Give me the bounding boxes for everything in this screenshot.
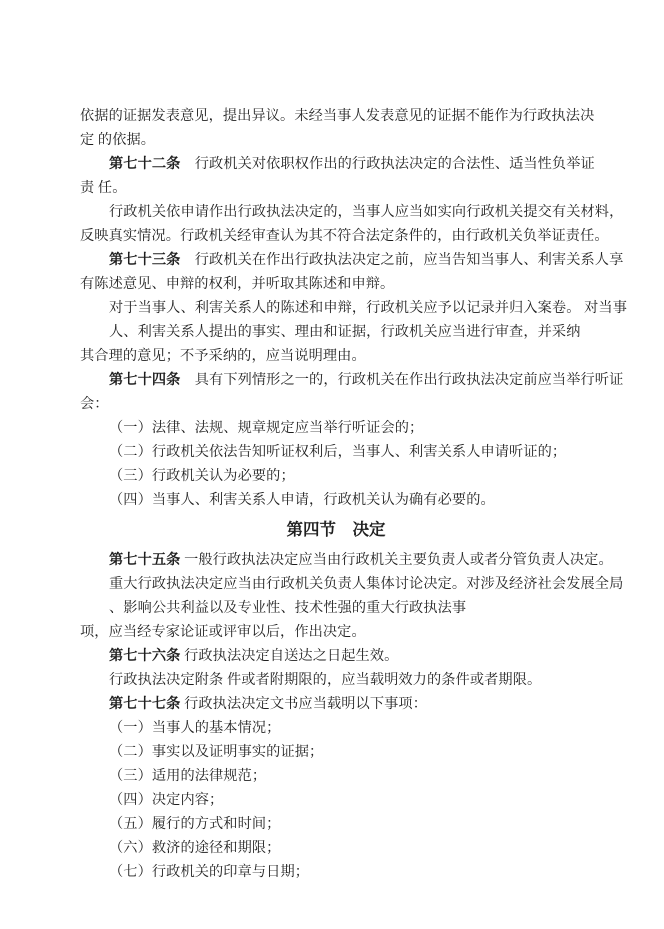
list-item-line bbox=[80, 416, 592, 440]
list-item-line bbox=[80, 716, 592, 740]
line-text: （一）法律、法规、规章规定应当举行听证会的； bbox=[109, 420, 424, 436]
article-number: 第七十七条 bbox=[109, 696, 181, 712]
line-text: 人、利害关系人提出的事实、理由和证据，行政机关应当进行审查，并采纳 bbox=[109, 324, 581, 340]
text-line bbox=[80, 272, 592, 296]
line-text: 行政机关在作出行政执法决定之前，应当告知当事人、利害关系人享 bbox=[180, 252, 624, 268]
text-line bbox=[80, 548, 613, 572]
text-line bbox=[80, 296, 627, 320]
line-text: 反映真实情况。行政机关经审查认为其不符合法定条件的，由行政机关负举证责任。 bbox=[80, 228, 609, 244]
line-text: 行政执法决定附条 件或者附期限的，应当载明效力的条件或者期限。 bbox=[109, 672, 542, 688]
line-text: （一）当事人的基本情况； bbox=[109, 720, 281, 736]
list-item-line bbox=[80, 836, 592, 860]
text-line bbox=[80, 620, 592, 644]
list-item-line bbox=[80, 740, 592, 764]
list-item-line bbox=[80, 440, 592, 464]
line-text: 行政执法决定自送达之日起生效。 bbox=[180, 648, 399, 664]
text-line bbox=[80, 248, 624, 272]
text-line bbox=[80, 128, 592, 152]
article-number: 第七十六条 bbox=[109, 648, 181, 664]
line-text: 行政机关依申请作出行政执法决定的，当事人应当如实向行政机关提交有关材料， bbox=[109, 204, 624, 220]
line-text: 具有下列情形之一的，行政机关在作出行政执法决定前应当举行听证 bbox=[180, 372, 624, 388]
line-text: （三）适用的法律规范； bbox=[109, 768, 267, 784]
line-text: （二）事实以及证明事实的证据； bbox=[109, 744, 324, 760]
line-text: （七）行政机关的印章与日期； bbox=[109, 864, 310, 880]
article-number: 第七十三条 bbox=[109, 252, 181, 268]
list-item-line bbox=[80, 860, 592, 884]
text-line bbox=[80, 152, 595, 176]
text-line bbox=[80, 104, 595, 128]
list-item-line bbox=[80, 764, 592, 788]
document-text-block bbox=[80, 104, 627, 884]
line-text: （二）行政机关依法告知听证权利后，当事人、利害关系人申请听证的； bbox=[109, 444, 567, 460]
text-line bbox=[80, 224, 609, 248]
line-text: 行政机关对依职权作出的行政执法决定的合法性、适当性负举证 bbox=[180, 156, 595, 172]
line-text: 行政执法决定文书应当载明以下事项： bbox=[180, 696, 427, 712]
text-line bbox=[80, 596, 592, 620]
line-text: 对于当事人、利害关系人的陈述和申辩，行政机关应予以记录并归入案卷。 对当事 bbox=[109, 300, 627, 316]
line-text: 定 的依据。 bbox=[80, 132, 156, 148]
text-line bbox=[80, 200, 624, 224]
section-heading: 第四节 决定 bbox=[286, 520, 386, 539]
article-number: 第七十五条 bbox=[109, 552, 181, 568]
line-text: 责 任。 bbox=[80, 180, 127, 196]
line-text: （四）决定内容； bbox=[109, 792, 224, 808]
text-line bbox=[80, 644, 592, 668]
text-line bbox=[80, 692, 592, 716]
text-line bbox=[80, 344, 592, 368]
line-text: 一般行政执法决定应当由行政机关主要负责人或者分管负责人决定。 bbox=[180, 552, 613, 568]
article-number: 第七十四条 bbox=[109, 372, 181, 388]
list-item-line bbox=[80, 812, 592, 836]
line-text: 项，应当经专家论证或评审以后，作出决定。 bbox=[80, 624, 366, 640]
line-text: 依据的证据发表意见，提出异议。未经当事人发表意见的证据不能作为行政执法决 bbox=[80, 108, 595, 124]
text-line bbox=[80, 572, 624, 596]
line-text: 有陈述意见、申辩的权利，并听取其陈述和申辩。 bbox=[80, 276, 395, 292]
line-text: （六）救济的途径和期限； bbox=[109, 840, 281, 856]
list-item-line bbox=[80, 788, 592, 812]
text-line bbox=[80, 176, 592, 200]
text-line bbox=[80, 320, 592, 344]
line-text: 重大行政执法决定应当由行政机关负责人集体讨论决定。对涉及经济社会发展全局 bbox=[109, 576, 624, 592]
line-text: 、影响公共利益以及专业性、技术性强的重大行政执法事 bbox=[109, 600, 467, 616]
article-number: 第七十二条 bbox=[109, 156, 181, 172]
text-line bbox=[80, 392, 592, 416]
list-item-line bbox=[80, 464, 592, 488]
line-text: （三）行政机关认为必要的； bbox=[109, 468, 295, 484]
text-line bbox=[80, 668, 592, 692]
line-text: （五）履行的方式和时间； bbox=[109, 816, 281, 832]
text-line bbox=[80, 368, 624, 392]
list-item-line bbox=[80, 488, 592, 512]
line-text: （四）当事人、利害关系人申请，行政机关认为确有必要的。 bbox=[109, 492, 495, 508]
line-text: 会： bbox=[80, 396, 109, 412]
line-text: 其合理的意见；不予采纳的，应当说明理由。 bbox=[80, 348, 366, 364]
